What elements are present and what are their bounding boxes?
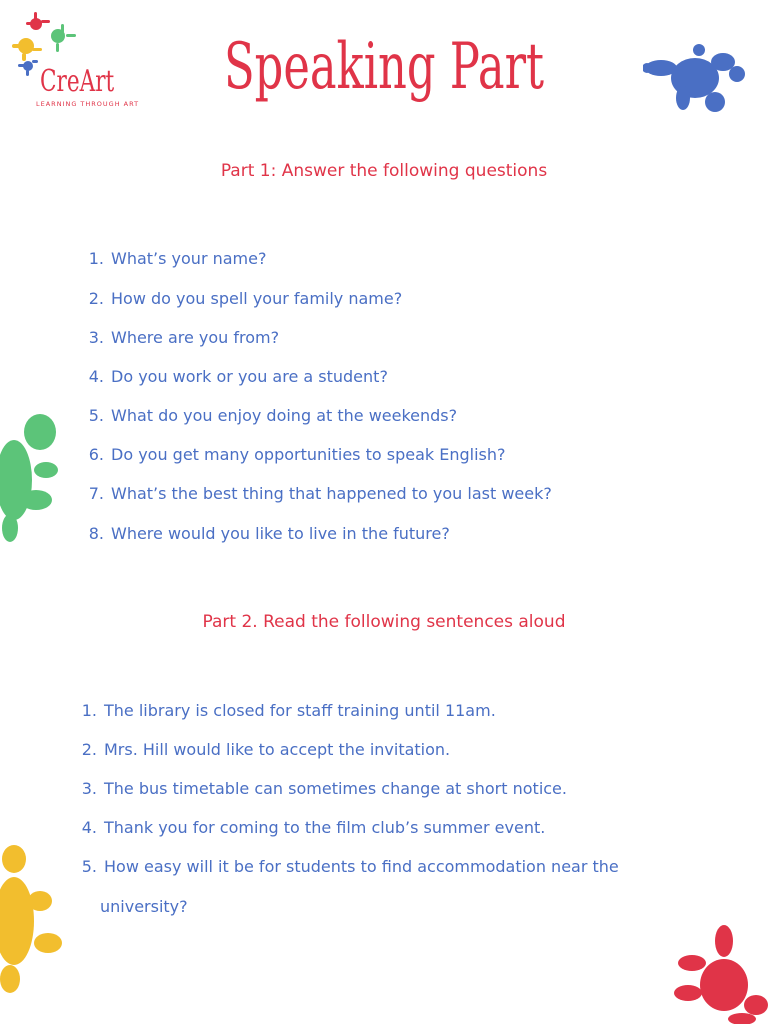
item-text: Do you work or you are a student? — [111, 367, 388, 386]
item-text: What’s your name? — [111, 249, 267, 268]
item-text: What’s the best thing that happened to you last week? — [111, 484, 552, 503]
item-text: Where are you from? — [111, 328, 280, 347]
part1-heading: Part 1: Answer the following questions — [220, 161, 548, 181]
item-text: The bus timetable can sometimes change at short notice. — [104, 779, 567, 798]
item-number: 5. — [88, 406, 104, 425]
item-number: 4. — [81, 818, 97, 837]
page-title: Speaking Part — [223, 30, 545, 104]
yellow-paint-splat-icon — [0, 845, 66, 995]
item-number: 1. — [81, 701, 97, 720]
item-text: The library is closed for staff training until 11am. — [104, 701, 496, 720]
part2-heading: Part 2. Read the following sentences aloud — [202, 612, 566, 632]
item-text: How easy will it be for students to find accommodation near the — [104, 857, 619, 876]
item-number: 2. — [88, 289, 104, 308]
item-number: 3. — [81, 779, 97, 798]
red-paint-splat-icon — [672, 925, 768, 1024]
item-number: 4. — [88, 367, 104, 386]
logo-wordmark: CreArt — [40, 64, 115, 99]
green-paint-splat-icon — [0, 410, 62, 545]
item-number: 7. — [88, 484, 104, 503]
item-text: Thank you for coming to the film club’s summer event. — [104, 818, 546, 837]
item-text: Where would you like to live in the future? — [111, 524, 450, 543]
item-number: 8. — [88, 524, 104, 543]
item-number: 1. — [88, 249, 104, 268]
item-text: How do you spell your family name? — [111, 289, 403, 308]
blue-paint-splat-icon — [643, 40, 753, 120]
item-number: 2. — [81, 740, 97, 759]
item-number: 6. — [88, 445, 104, 464]
item-text-continuation: university? — [100, 897, 188, 916]
item-number: 5. — [81, 857, 97, 876]
item-text: Mrs. Hill would like to accept the invitation. — [104, 740, 451, 759]
logo-tagline: LEARNING THROUGH ART — [36, 100, 140, 108]
item-number: 3. — [88, 328, 104, 347]
item-text: What do you enjoy doing at the weekends? — [111, 406, 458, 425]
item-text: Do you get many opportunities to speak English? — [111, 445, 506, 464]
